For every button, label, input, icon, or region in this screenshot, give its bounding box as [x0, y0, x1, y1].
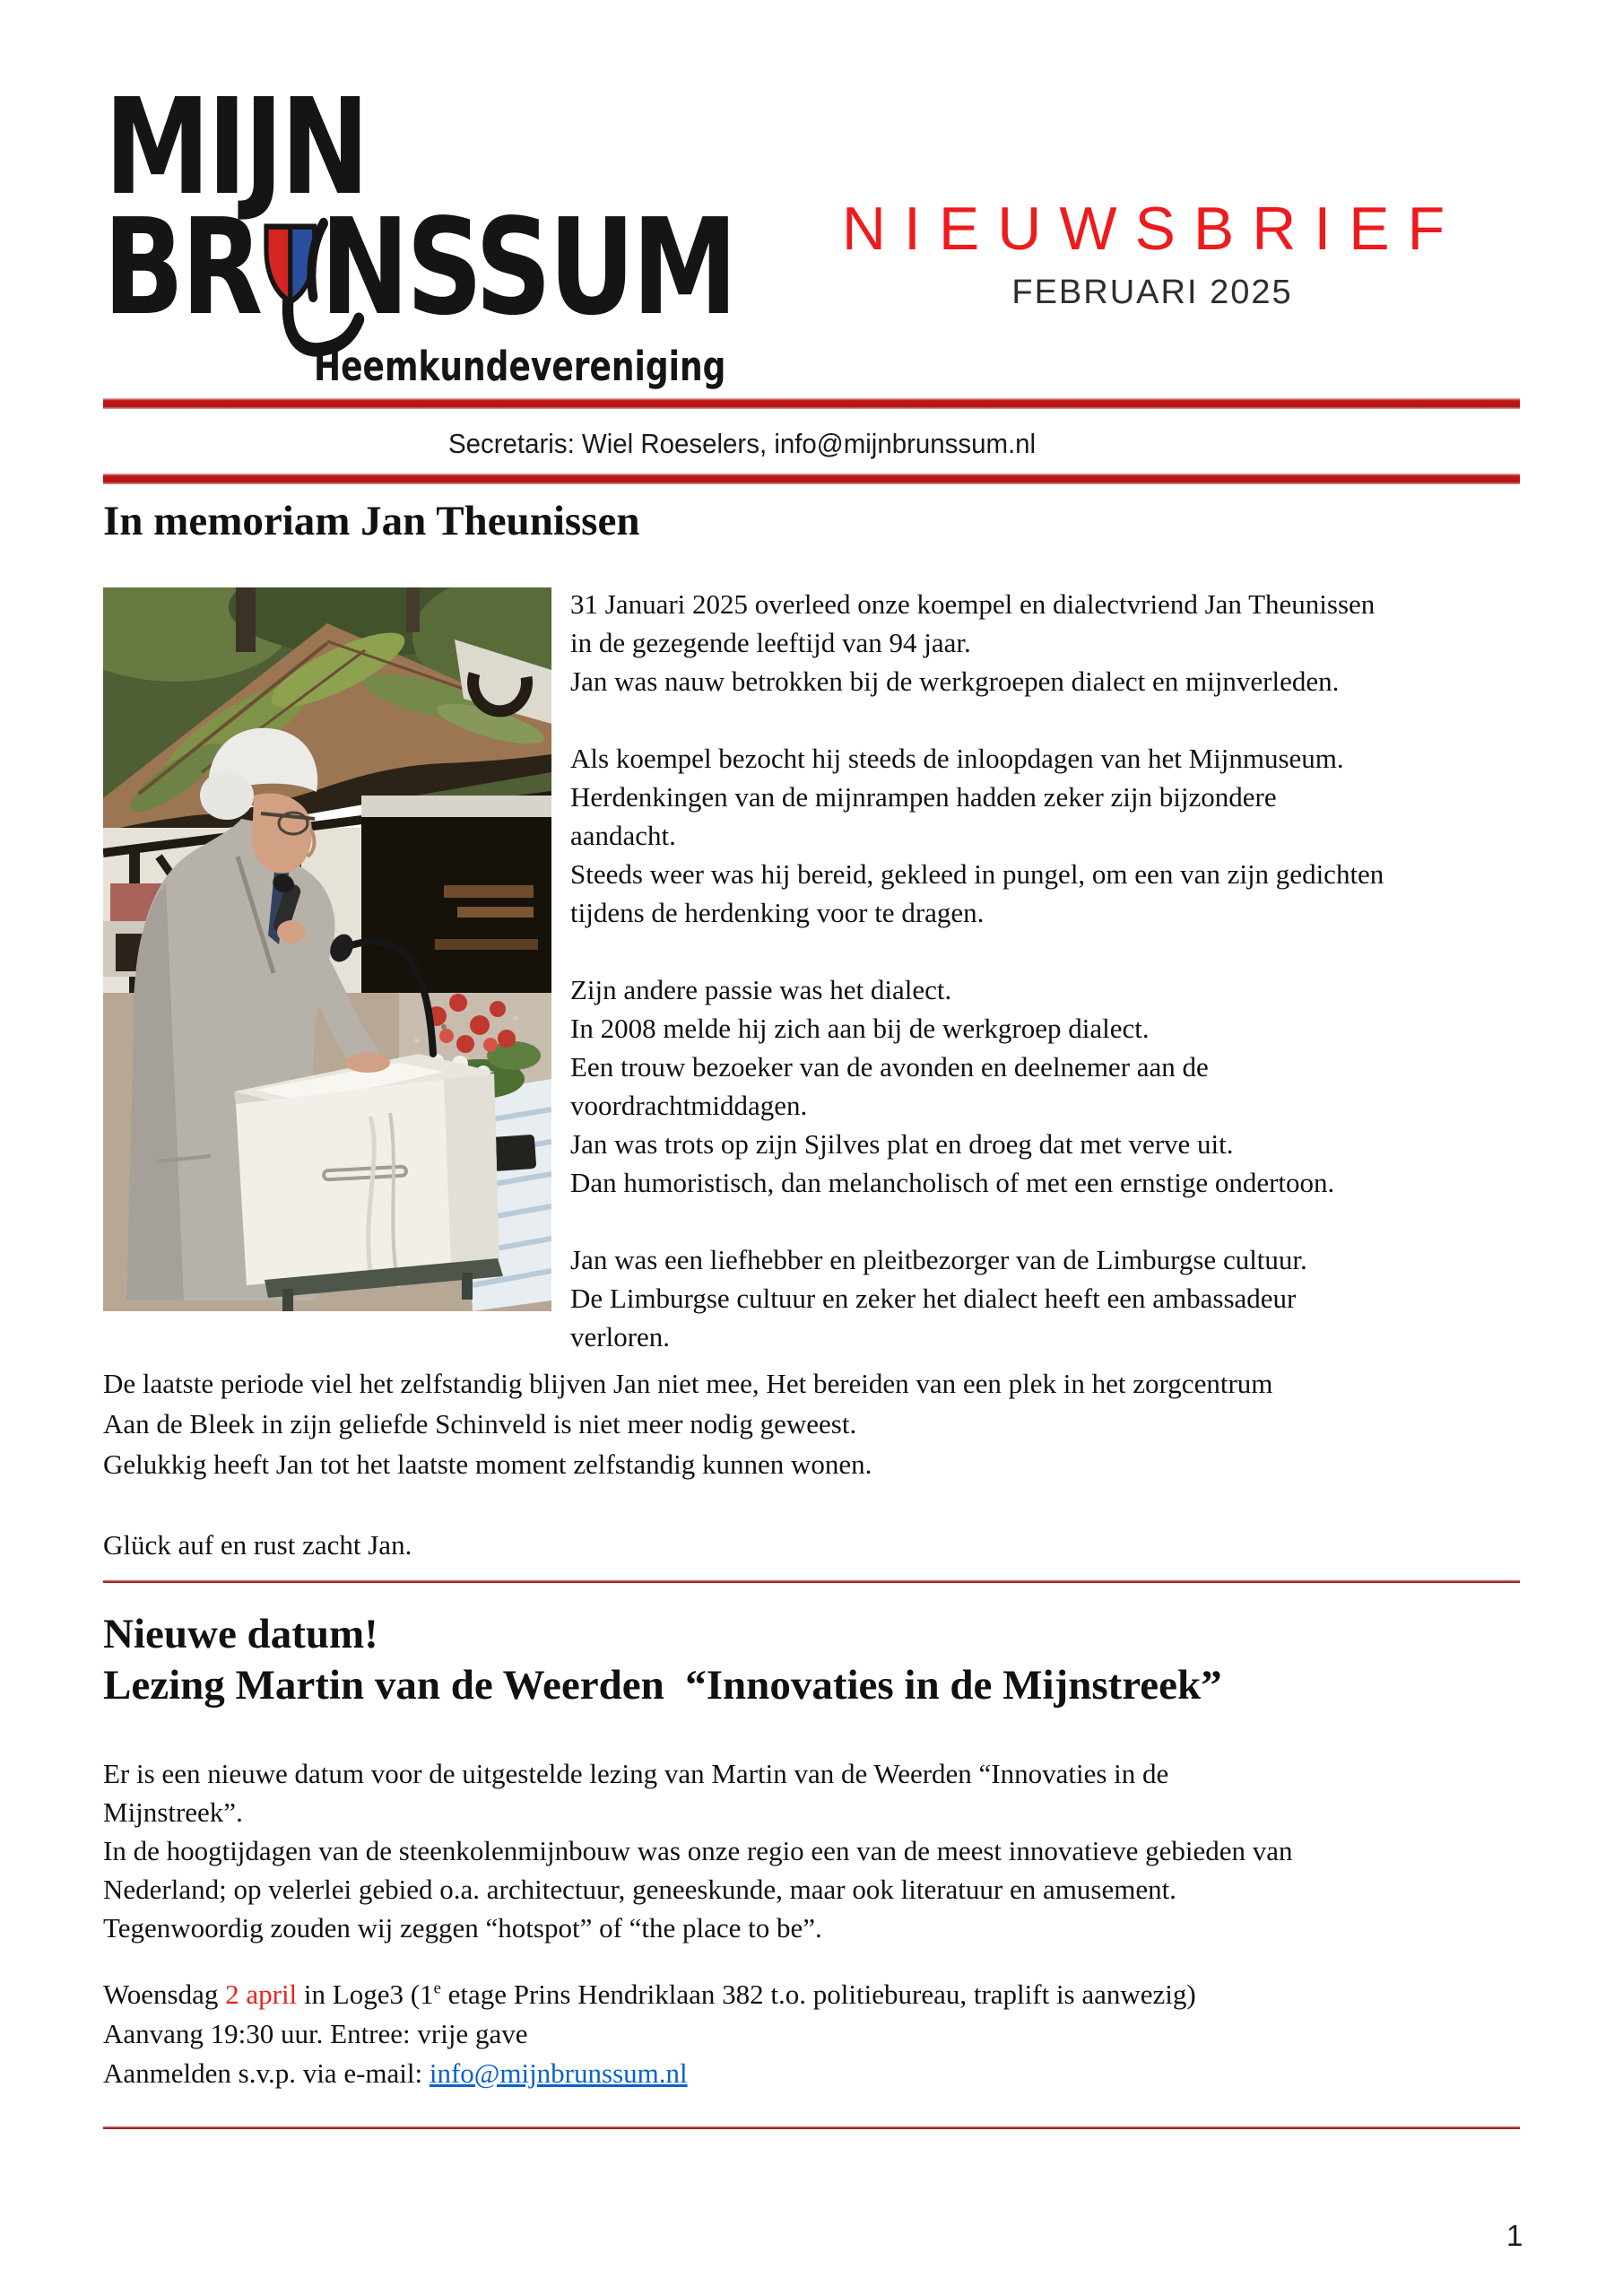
shield-icon: [258, 215, 321, 321]
text-line: Gelukkig heeft Jan tot het laatste moment zelfstandig kunnen wonen.: [103, 1448, 872, 1480]
section-divider-1: [103, 1580, 1520, 1583]
logo-subtitle: Heemkundevereniging: [314, 343, 726, 390]
text-line: Jan was trots op zijn Sjilves plat en droeg dat met verve uit.: [570, 1128, 1234, 1160]
red-rule-bottom: [103, 474, 1520, 484]
text-line: Glück auf en rust zacht Jan.: [103, 1529, 412, 1561]
text-line: Mijnstreek”.: [103, 1796, 243, 1828]
masthead: [789, 197, 1515, 312]
text-line: Nieuwe datum!: [103, 1611, 378, 1657]
text-line: voordrachtmiddagen.: [570, 1090, 808, 1121]
logo-line1: MIJN: [104, 70, 367, 224]
text-line: Zijn andere passie was het dialect.: [570, 974, 952, 1005]
text-line: [103, 1484, 1529, 1525]
text-line: De laatste periode viel het zelfstandig blijven Jan niet mee, Het bereiden van een plek in het zorgcentrum: [103, 1368, 1273, 1399]
event-line-1: [103, 1975, 1529, 2014]
text-line: aandacht.: [570, 820, 676, 851]
text-line: [570, 932, 1610, 970]
section-divider-2: [103, 2126, 1520, 2129]
memoriam-full-text: [103, 1363, 1529, 1565]
text-line: verloren.: [570, 1321, 671, 1352]
text-line: [570, 1202, 1610, 1240]
event-location: in Loge3 (1: [297, 1979, 434, 2010]
memorial-photo: [103, 587, 551, 1311]
red-rule-top: [103, 398, 1520, 409]
text-line: Nederland; op velerlei gebied o.a. architectuur, geneeskunde, maar ook literatuur en amusement.: [103, 1874, 1176, 1905]
event-line-3: [103, 2054, 1529, 2093]
event-line-2: Aanvang 19:30 uur. Entree: vrije gave: [103, 2018, 528, 2049]
text-line: Een trouw bezoeker van de avonden en deelnemer aan de: [570, 1051, 1209, 1083]
memoriam-column-text: [570, 585, 1610, 1356]
event-details: [103, 1975, 1529, 2093]
text-line: [570, 700, 1610, 739]
text-line: Jan was een liefhebber en pleitbezorger van de Limburgse cultuur.: [570, 1244, 1307, 1275]
newsletter-title: NIEUWSBRIEF: [841, 195, 1463, 263]
event-day: Woensdag: [103, 1979, 226, 2010]
text-line: Als koempel bezocht hij steeds de inloopdagen van het Mijnmuseum.: [570, 743, 1344, 774]
text-line: Aan de Bleek in zijn geliefde Schinveld is niet meer nodig geweest.: [103, 1408, 857, 1439]
text-line: Steeds weer was hij bereid, gekleed in pungel, om een van zijn gedichten: [570, 858, 1384, 890]
text-line: Lezing Martin van de Weerden “Innovaties in de Mijnstreek”: [103, 1662, 1222, 1709]
event-address: etage Prins Hendriklaan 382 t.o. politiebureau, traplift is aanwezig): [440, 1979, 1196, 2010]
text-line: Dan humoristisch, dan melancholisch of met een ernstige ondertoon.: [570, 1167, 1335, 1198]
secretary-line: Secretaris: Wiel Roeselers, info@mijnbrunssum.nl: [448, 428, 1037, 459]
text-line: In de hoogtijdagen van de steenkolenmijnbouw was onze regio een van de meest innovatieve gebieden van: [103, 1835, 1293, 1866]
text-line: 31 Januari 2025 overleed onze koempel en dialectvriend Jan Theunissen: [570, 588, 1376, 620]
page-number: 1: [1506, 2219, 1523, 2252]
logo-line2: [103, 190, 735, 344]
text-line: In 2008 melde hij zich aan bij de werkgroep dialect.: [570, 1013, 1150, 1044]
article-memoriam-title: In memoriam Jan Theunissen: [103, 498, 640, 544]
text-line: in de gezegende leeftijd van 94 jaar.: [570, 627, 971, 658]
lecture-body-text: [103, 1754, 1529, 1947]
text-line: Er is een nieuwe datum voor de uitgestelde lezing van Martin van de Weerden “Innovaties in de: [103, 1758, 1169, 1789]
event-signup-label: Aanmelden s.v.p. via e-mail:: [103, 2057, 430, 2089]
text-line: Tegenwoordig zouden wij zeggen “hotspot” of “the place to be”.: [103, 1912, 822, 1944]
text-line: Jan was nauw betrokken bij de werkgroepen dialect en mijnverleden.: [570, 665, 1340, 697]
email-link[interactable]: info@mijnbrunssum.nl: [429, 2057, 688, 2089]
text-line: tijdens de herdenking voor te dragen.: [570, 897, 985, 928]
event-date: 2 april: [225, 1979, 298, 2010]
memorial-photo-illustration: [103, 587, 551, 1311]
article-lecture-title: [103, 1609, 1529, 1711]
logo-line2-post: NSSUM: [320, 190, 735, 344]
event-floor-sup: e: [433, 1979, 441, 1998]
logo-mijn-brunssum: [103, 70, 749, 390]
text-line: De Limburgse cultuur en zeker het dialect heeft een ambassadeur: [570, 1283, 1297, 1314]
newsletter-date: FEBRUARI 2025: [1011, 274, 1293, 312]
logo-line2-pre: BR: [103, 190, 261, 344]
text-line: Herdenkingen van de mijnrampen hadden zeker zijn bijzondere: [570, 781, 1277, 813]
